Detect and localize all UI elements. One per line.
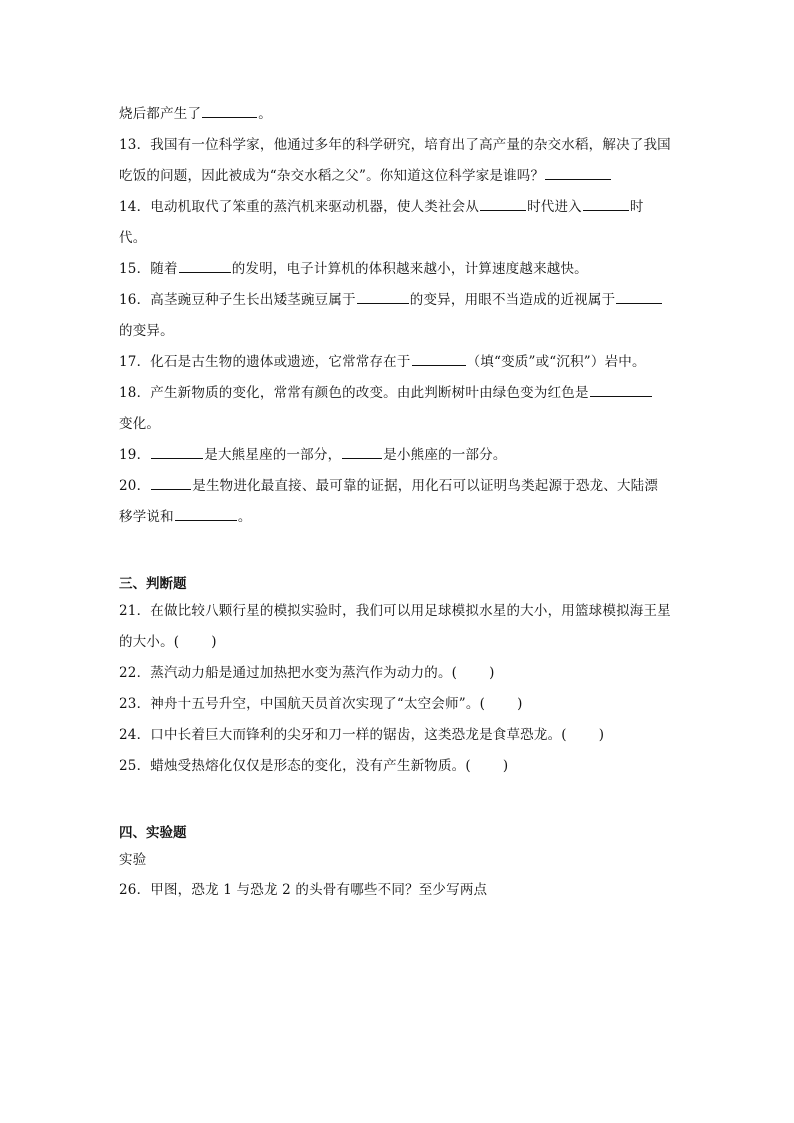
- q21-line2: 的大小。( ): [119, 634, 217, 650]
- answer-blank[interactable]: [202, 104, 257, 118]
- section-heading-judgement: 三、判断题: [119, 576, 187, 592]
- answer-blank[interactable]: [151, 445, 203, 459]
- q20-line1: 20． 是生物进化最直接、最可靠的证据，用化石可以证明鸟类起源于恐龙、大陆漂: [119, 478, 659, 494]
- answer-blank[interactable]: [357, 290, 409, 304]
- q23: 23．神舟十五号升空，中国航天员首次实现了“太空会师”。( ): [119, 696, 523, 712]
- q18-line1: 18．产生新物质的变化，常常有颜色的改变。由此判断树叶由绿色变为红色是: [119, 383, 653, 403]
- answer-blank[interactable]: [616, 290, 662, 304]
- q15: 15．随着 的发明，电子计算机的体积越来越小，计算速度越来越快。: [119, 261, 588, 277]
- answer-blank[interactable]: [151, 476, 191, 490]
- answer-blank[interactable]: [590, 383, 652, 397]
- answer-blank[interactable]: [583, 197, 629, 211]
- q22: 22．蒸汽动力船是通过加热把水变为蒸汽作为动力的。( ): [119, 665, 495, 681]
- q13-line1: 13．我国有一位科学家，他通过多年的科学研究，培育出了高产量的杂交水稻，解决了我国: [119, 137, 671, 153]
- q21-line1: 21．在做比较八颗行星的模拟实验时，我们可以用足球模拟水星的大小，用篮球模拟海王星: [119, 603, 671, 619]
- answer-blank[interactable]: [342, 445, 382, 459]
- q12-tail: 烧后都产生了 。: [119, 106, 272, 122]
- q13-line2: 吃饭的问题，因此被成为“杂交水稻之父”。你知道这位科学家是谁吗？: [119, 166, 612, 186]
- q20-line2: 移学说和 。: [119, 509, 252, 525]
- answer-blank[interactable]: [179, 259, 231, 273]
- q24: 24．口中长着巨大而锋利的尖牙和刀一样的锯齿，这类恐龙是食草恐龙。( ): [119, 727, 605, 743]
- q17: 17．化石是古生物的遗体或遗迹，它常常存在于 （填“变质”或“沉积”）岩中。: [119, 354, 646, 370]
- q16-line2: 的变异。: [119, 323, 174, 339]
- q18-line2: 变化。: [119, 416, 161, 432]
- q25: 25．蜡烛受热熔化仅仅是形态的变化，没有产生新物质。( ): [119, 758, 509, 774]
- answer-blank[interactable]: [175, 507, 237, 521]
- section-heading-experiment: 四、实验题: [119, 825, 187, 841]
- q26: 26．甲图，恐龙 1 与恐龙 2 的头骨有哪些不同？至少写两点: [119, 882, 488, 898]
- q14-line2: 代。: [119, 230, 147, 246]
- answer-blank[interactable]: [412, 352, 466, 366]
- answer-blank[interactable]: [545, 166, 611, 180]
- q14-line1: 14．电动机取代了笨重的蒸汽机来驱动机器，使人类社会从 时代进入 时: [119, 199, 644, 215]
- q19: 19． 是大熊星座的一部分， 是小熊座的一部分。: [119, 447, 507, 463]
- answer-blank[interactable]: [480, 197, 526, 211]
- q16-line1: 16．高茎豌豆种子生长出矮茎豌豆属于 的变异，用眼不当造成的近视属于: [119, 290, 663, 310]
- section-subheading: 实验: [119, 852, 147, 868]
